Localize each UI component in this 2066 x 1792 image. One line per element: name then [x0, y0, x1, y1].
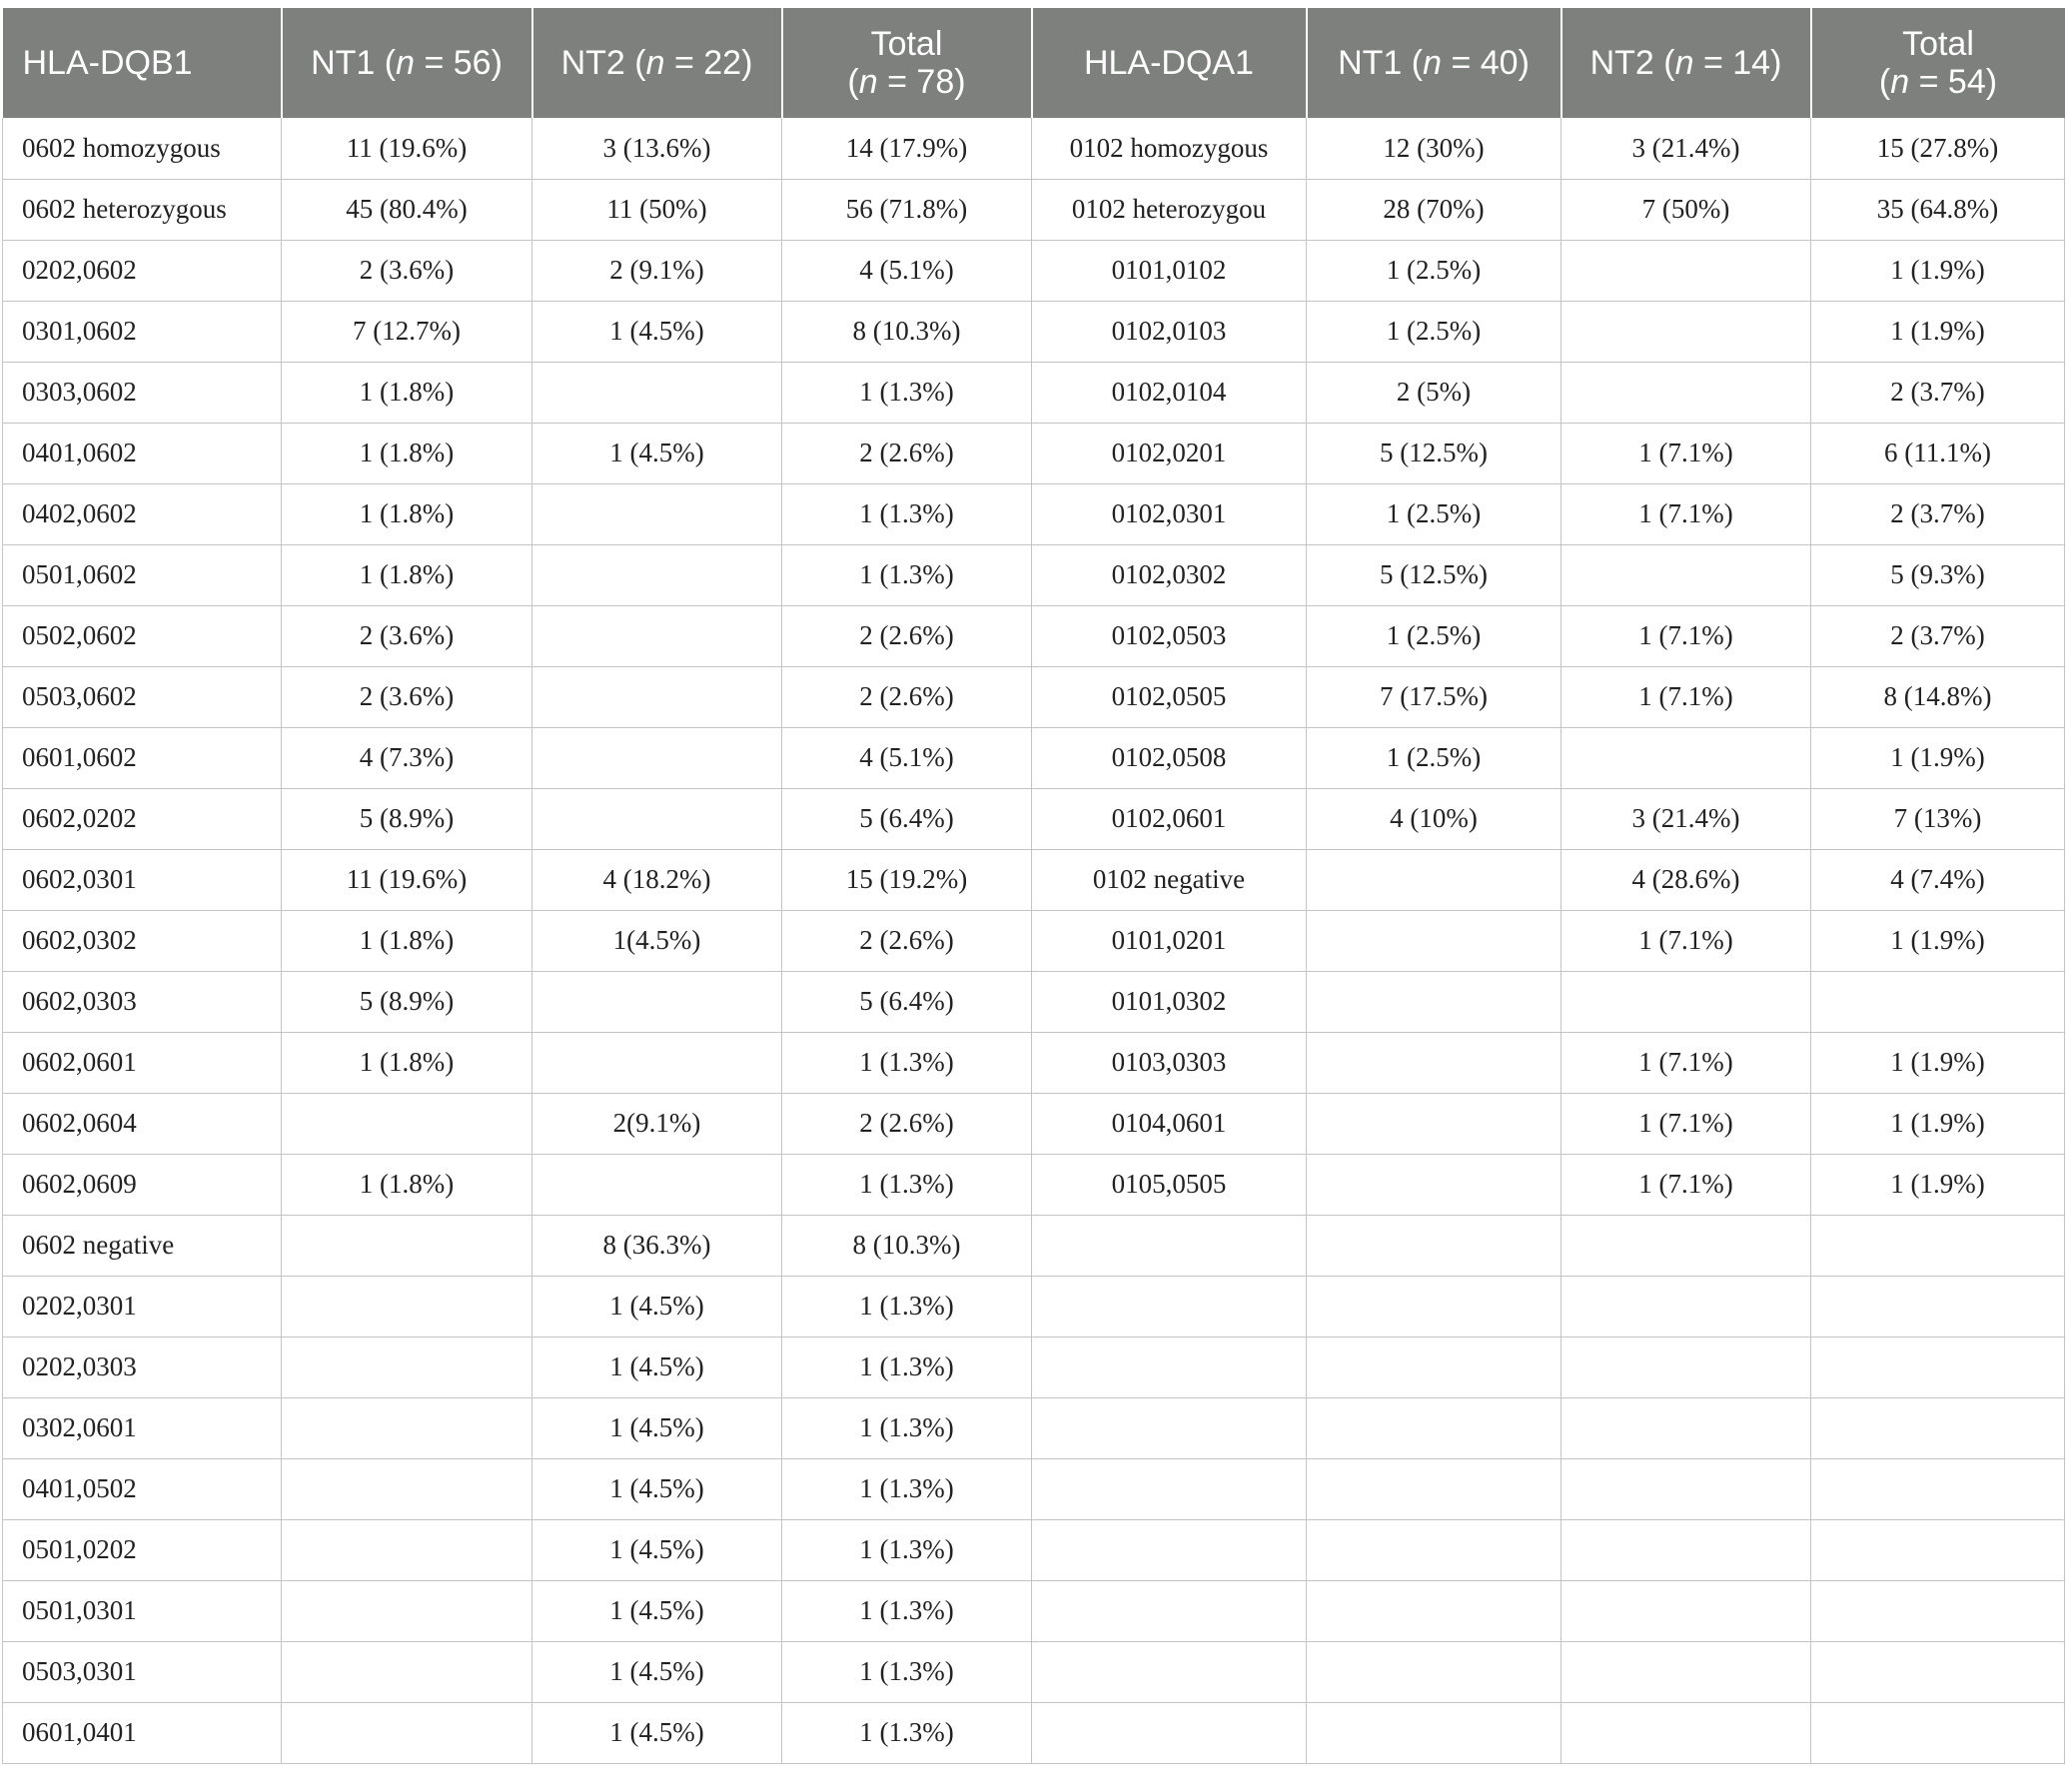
cell-dqa1-nt1 — [1307, 1519, 1561, 1580]
cell-dqa1-nt1 — [1307, 1154, 1561, 1215]
cell-dqa1-nt2: 1 (7.1%) — [1561, 483, 1811, 544]
cell-dqa1-genotype — [1032, 1702, 1307, 1763]
cell-dqa1-nt1 — [1307, 1397, 1561, 1458]
cell-dqa1-total — [1811, 1215, 2065, 1276]
cell-dqa1-nt2 — [1561, 1519, 1811, 1580]
cell-dqa1-nt2: 3 (21.4%) — [1561, 118, 1811, 179]
cell-dqb1-total: 2 (2.6%) — [782, 910, 1032, 971]
cell-dqa1-genotype: 0102 heterozygou — [1032, 179, 1307, 240]
cell-dqa1-total: 35 (64.8%) — [1811, 179, 2065, 240]
header-text: = 78) — [877, 63, 966, 101]
cell-dqa1-nt1 — [1307, 1215, 1561, 1276]
header-text: = 14) — [1693, 44, 1782, 82]
cell-dqb1-nt2 — [532, 544, 782, 605]
cell-dqb1-nt2 — [532, 727, 782, 788]
table-row — [3, 1276, 2065, 1337]
cell-dqa1-genotype — [1032, 1519, 1307, 1580]
cell-dqb1-total: 1 (1.3%) — [782, 1337, 1032, 1397]
cell-dqa1-genotype: 0103,0303 — [1032, 1032, 1307, 1093]
cell-dqa1-total: 1 (1.9%) — [1811, 1032, 2065, 1093]
cell-dqb1-total: 1 (1.3%) — [782, 1032, 1032, 1093]
cell-dqb1-nt2: 1 (4.5%) — [532, 1519, 782, 1580]
cell-dqb1-total: 1 (1.3%) — [782, 544, 1032, 605]
header-dqb1-nt2 — [532, 8, 782, 118]
cell-dqb1-nt2 — [532, 666, 782, 727]
cell-dqa1-genotype: 0102 negative — [1032, 849, 1307, 910]
cell-dqa1-nt1 — [1307, 1337, 1561, 1397]
cell-dqa1-nt1 — [1307, 910, 1561, 971]
table-row — [3, 1458, 2065, 1519]
cell-dqb1-genotype: 0602,0601 — [3, 1032, 282, 1093]
cell-dqa1-genotype — [1032, 1641, 1307, 1702]
cell-dqa1-nt1: 1 (2.5%) — [1307, 301, 1561, 362]
cell-dqb1-total: 56 (71.8%) — [782, 179, 1032, 240]
cell-dqb1-total: 14 (17.9%) — [782, 118, 1032, 179]
cell-dqa1-genotype: 0102,0508 — [1032, 727, 1307, 788]
cell-dqb1-nt2: 1 (4.5%) — [532, 1702, 782, 1763]
cell-dqa1-nt2 — [1561, 1397, 1811, 1458]
header-n-symbol: n — [858, 63, 878, 101]
cell-dqa1-total — [1811, 1641, 2065, 1702]
cell-dqb1-genotype: 0602,0604 — [3, 1093, 282, 1154]
cell-dqb1-genotype: 0401,0502 — [3, 1458, 282, 1519]
cell-dqa1-nt2 — [1561, 1337, 1811, 1397]
cell-dqb1-genotype: 0602,0301 — [3, 849, 282, 910]
cell-dqb1-nt2: 11 (50%) — [532, 179, 782, 240]
cell-dqb1-nt2 — [532, 788, 782, 849]
header-text: = 22) — [664, 44, 753, 82]
cell-dqa1-nt2: 3 (21.4%) — [1561, 788, 1811, 849]
cell-dqa1-nt1 — [1307, 1458, 1561, 1519]
cell-dqb1-nt1: 1 (1.8%) — [282, 362, 532, 423]
cell-dqb1-nt1: 1 (1.8%) — [282, 483, 532, 544]
cell-dqa1-total: 1 (1.9%) — [1811, 1154, 2065, 1215]
cell-dqa1-genotype: 0101,0302 — [1032, 971, 1307, 1032]
cell-dqb1-nt2: 1 (4.5%) — [532, 1580, 782, 1641]
cell-dqa1-genotype: 0104,0601 — [1032, 1093, 1307, 1154]
cell-dqa1-nt2: 4 (28.6%) — [1561, 849, 1811, 910]
cell-dqa1-nt2 — [1561, 1458, 1811, 1519]
cell-dqa1-total: 8 (14.8%) — [1811, 666, 2065, 727]
header-dqa1-total — [1811, 8, 2065, 118]
cell-dqa1-nt2 — [1561, 1641, 1811, 1702]
header-dqb1-total — [782, 8, 1032, 118]
cell-dqa1-total — [1811, 971, 2065, 1032]
cell-dqb1-genotype: 0401,0602 — [3, 423, 282, 483]
cell-dqb1-total: 4 (5.1%) — [782, 727, 1032, 788]
cell-dqb1-genotype: 0303,0602 — [3, 362, 282, 423]
table-row — [3, 544, 2065, 605]
cell-dqb1-nt2: 1 (4.5%) — [532, 1397, 782, 1458]
cell-dqa1-nt1: 2 (5%) — [1307, 362, 1561, 423]
table-row — [3, 971, 2065, 1032]
cell-dqb1-total: 5 (6.4%) — [782, 788, 1032, 849]
cell-dqa1-total: 4 (7.4%) — [1811, 849, 2065, 910]
cell-dqb1-nt1: 1 (1.8%) — [282, 1032, 532, 1093]
cell-dqa1-nt2 — [1561, 240, 1811, 301]
cell-dqb1-nt1: 1 (1.8%) — [282, 910, 532, 971]
cell-dqb1-total: 1 (1.3%) — [782, 362, 1032, 423]
table-row — [3, 1093, 2065, 1154]
cell-dqb1-nt2: 1 (4.5%) — [532, 423, 782, 483]
cell-dqa1-nt2 — [1561, 1215, 1811, 1276]
cell-dqa1-genotype: 0102,0503 — [1032, 605, 1307, 666]
cell-dqb1-genotype: 0602,0609 — [3, 1154, 282, 1215]
cell-dqa1-nt2: 1 (7.1%) — [1561, 910, 1811, 971]
header-hla-dqb1: HLA-DQB1 — [3, 8, 282, 118]
header-n-symbol: n — [1674, 44, 1694, 82]
table-row — [3, 118, 2065, 179]
cell-dqa1-genotype — [1032, 1215, 1307, 1276]
cell-dqb1-nt1 — [282, 1276, 532, 1337]
cell-dqb1-nt2 — [532, 362, 782, 423]
cell-dqb1-nt1 — [282, 1093, 532, 1154]
cell-dqb1-nt1: 2 (3.6%) — [282, 240, 532, 301]
cell-dqa1-nt2 — [1561, 1702, 1811, 1763]
cell-dqa1-genotype — [1032, 1337, 1307, 1397]
cell-dqb1-genotype: 0402,0602 — [3, 483, 282, 544]
cell-dqb1-total: 1 (1.3%) — [782, 1641, 1032, 1702]
table-row — [3, 301, 2065, 362]
cell-dqa1-nt2 — [1561, 1276, 1811, 1337]
header-text: = 40) — [1442, 44, 1530, 82]
cell-dqb1-genotype: 0602,0302 — [3, 910, 282, 971]
header-text: NT1 ( — [1338, 44, 1424, 82]
cell-dqa1-genotype: 0101,0102 — [1032, 240, 1307, 301]
cell-dqa1-nt1 — [1307, 849, 1561, 910]
cell-dqb1-nt1 — [282, 1641, 532, 1702]
cell-dqa1-total — [1811, 1580, 2065, 1641]
cell-dqb1-nt2 — [532, 971, 782, 1032]
header-n-symbol: n — [1423, 44, 1443, 82]
cell-dqb1-genotype: 0602 negative — [3, 1215, 282, 1276]
cell-dqb1-total: 1 (1.3%) — [782, 1276, 1032, 1337]
cell-dqa1-total: 5 (9.3%) — [1811, 544, 2065, 605]
header-text: = 56) — [415, 44, 503, 82]
cell-dqb1-total: 1 (1.3%) — [782, 1702, 1032, 1763]
cell-dqb1-nt1: 5 (8.9%) — [282, 971, 532, 1032]
table-row — [3, 666, 2065, 727]
cell-dqa1-nt2: 1 (7.1%) — [1561, 1032, 1811, 1093]
cell-dqa1-nt1 — [1307, 971, 1561, 1032]
header-hla-dqa1: HLA-DQA1 — [1032, 8, 1307, 118]
cell-dqb1-total: 1 (1.3%) — [782, 1154, 1032, 1215]
cell-dqb1-nt2 — [532, 1032, 782, 1093]
cell-dqb1-genotype: 0202,0303 — [3, 1337, 282, 1397]
cell-dqa1-total — [1811, 1276, 2065, 1337]
header-text: ( — [1878, 63, 1891, 101]
cell-dqb1-genotype: 0501,0301 — [3, 1580, 282, 1641]
cell-dqb1-nt1 — [282, 1215, 532, 1276]
cell-dqa1-total: 2 (3.7%) — [1811, 362, 2065, 423]
cell-dqb1-genotype: 0601,0401 — [3, 1702, 282, 1763]
cell-dqb1-nt2 — [532, 605, 782, 666]
cell-dqa1-nt1: 4 (10%) — [1307, 788, 1561, 849]
cell-dqa1-genotype: 0105,0505 — [1032, 1154, 1307, 1215]
cell-dqa1-nt2 — [1561, 727, 1811, 788]
cell-dqa1-nt2 — [1561, 971, 1811, 1032]
cell-dqa1-genotype: 0102,0301 — [1032, 483, 1307, 544]
cell-dqa1-genotype: 0102,0505 — [1032, 666, 1307, 727]
cell-dqa1-genotype — [1032, 1580, 1307, 1641]
cell-dqa1-nt1: 7 (17.5%) — [1307, 666, 1561, 727]
cell-dqb1-nt1: 45 (80.4%) — [282, 179, 532, 240]
cell-dqa1-genotype: 0102 homozygous — [1032, 118, 1307, 179]
header-text: NT1 ( — [311, 44, 397, 82]
cell-dqb1-genotype: 0602,0303 — [3, 971, 282, 1032]
cell-dqa1-genotype — [1032, 1276, 1307, 1337]
cell-dqa1-nt1: 12 (30%) — [1307, 118, 1561, 179]
cell-dqb1-genotype: 0602,0202 — [3, 788, 282, 849]
cell-dqa1-total: 1 (1.9%) — [1811, 910, 2065, 971]
cell-dqa1-total: 7 (13%) — [1811, 788, 2065, 849]
header-text: Total — [870, 25, 943, 63]
header-dqa1-nt2 — [1561, 8, 1811, 118]
cell-dqb1-nt2: 1 (4.5%) — [532, 301, 782, 362]
cell-dqb1-nt2: 3 (13.6%) — [532, 118, 782, 179]
cell-dqa1-nt2 — [1561, 362, 1811, 423]
table-row — [3, 849, 2065, 910]
cell-dqa1-genotype: 0102,0104 — [1032, 362, 1307, 423]
cell-dqa1-genotype — [1032, 1397, 1307, 1458]
cell-dqa1-nt1 — [1307, 1580, 1561, 1641]
header-n-symbol: n — [645, 44, 665, 82]
table-body — [3, 118, 2065, 1763]
cell-dqa1-genotype: 0102,0103 — [1032, 301, 1307, 362]
table-row — [3, 1702, 2065, 1763]
cell-dqa1-total — [1811, 1397, 2065, 1458]
table-row — [3, 1215, 2065, 1276]
table-row — [3, 1580, 2065, 1641]
cell-dqa1-nt1 — [1307, 1093, 1561, 1154]
cell-dqb1-genotype: 0302,0601 — [3, 1397, 282, 1458]
cell-dqa1-total: 15 (27.8%) — [1811, 118, 2065, 179]
cell-dqb1-genotype: 0602 homozygous — [3, 118, 282, 179]
table-row — [3, 1397, 2065, 1458]
table-row — [3, 1641, 2065, 1702]
cell-dqa1-total — [1811, 1702, 2065, 1763]
cell-dqa1-nt2: 7 (50%) — [1561, 179, 1811, 240]
cell-dqa1-nt1: 1 (2.5%) — [1307, 727, 1561, 788]
table-header — [3, 8, 2065, 118]
cell-dqa1-nt1: 28 (70%) — [1307, 179, 1561, 240]
cell-dqb1-genotype: 0602 heterozygous — [3, 179, 282, 240]
cell-dqa1-total — [1811, 1519, 2065, 1580]
table-row — [3, 727, 2065, 788]
cell-dqb1-genotype: 0503,0602 — [3, 666, 282, 727]
cell-dqb1-total: 1 (1.3%) — [782, 1397, 1032, 1458]
table-row — [3, 423, 2065, 483]
header-dqb1-nt1 — [282, 8, 532, 118]
cell-dqa1-nt2: 1 (7.1%) — [1561, 1093, 1811, 1154]
cell-dqb1-nt1 — [282, 1580, 532, 1641]
header-text: ( — [847, 63, 859, 101]
cell-dqa1-nt2: 1 (7.1%) — [1561, 423, 1811, 483]
cell-dqb1-nt1 — [282, 1397, 532, 1458]
cell-dqb1-nt2: 8 (36.3%) — [532, 1215, 782, 1276]
cell-dqb1-total: 1 (1.3%) — [782, 1519, 1032, 1580]
cell-dqb1-nt2 — [532, 483, 782, 544]
cell-dqb1-nt1 — [282, 1702, 532, 1763]
cell-dqb1-genotype: 0501,0202 — [3, 1519, 282, 1580]
header-row — [3, 8, 2065, 118]
cell-dqb1-nt1: 11 (19.6%) — [282, 118, 532, 179]
cell-dqb1-nt1: 1 (1.8%) — [282, 1154, 532, 1215]
table-row — [3, 1519, 2065, 1580]
cell-dqa1-nt1: 5 (12.5%) — [1307, 423, 1561, 483]
header-text: = 54) — [1909, 63, 1998, 101]
cell-dqb1-nt1: 4 (7.3%) — [282, 727, 532, 788]
cell-dqa1-nt1 — [1307, 1276, 1561, 1337]
cell-dqb1-genotype: 0202,0301 — [3, 1276, 282, 1337]
table-row — [3, 1154, 2065, 1215]
cell-dqa1-genotype — [1032, 1458, 1307, 1519]
cell-dqb1-total: 4 (5.1%) — [782, 240, 1032, 301]
cell-dqa1-total: 6 (11.1%) — [1811, 423, 2065, 483]
cell-dqb1-total: 2 (2.6%) — [782, 666, 1032, 727]
cell-dqa1-total: 1 (1.9%) — [1811, 240, 2065, 301]
header-dqa1-nt1 — [1307, 8, 1561, 118]
cell-dqa1-nt1: 1 (2.5%) — [1307, 483, 1561, 544]
cell-dqb1-total: 1 (1.3%) — [782, 1458, 1032, 1519]
cell-dqb1-nt2: 1 (4.5%) — [532, 1337, 782, 1397]
cell-dqb1-total: 5 (6.4%) — [782, 971, 1032, 1032]
cell-dqb1-total: 1 (1.3%) — [782, 1580, 1032, 1641]
cell-dqb1-nt1: 2 (3.6%) — [282, 605, 532, 666]
table-row — [3, 240, 2065, 301]
cell-dqa1-nt1 — [1307, 1641, 1561, 1702]
cell-dqb1-nt2: 2(9.1%) — [532, 1093, 782, 1154]
cell-dqb1-nt2: 1 (4.5%) — [532, 1276, 782, 1337]
cell-dqa1-genotype: 0102,0201 — [1032, 423, 1307, 483]
cell-dqa1-nt1: 1 (2.5%) — [1307, 240, 1561, 301]
table-row — [3, 1337, 2065, 1397]
cell-dqa1-total: 2 (3.7%) — [1811, 605, 2065, 666]
cell-dqb1-nt1: 2 (3.6%) — [282, 666, 532, 727]
cell-dqb1-genotype: 0502,0602 — [3, 605, 282, 666]
table-row — [3, 910, 2065, 971]
table-row — [3, 605, 2065, 666]
cell-dqb1-total: 2 (2.6%) — [782, 605, 1032, 666]
cell-dqb1-total: 2 (2.6%) — [782, 423, 1032, 483]
cell-dqa1-nt2 — [1561, 544, 1811, 605]
cell-dqa1-genotype: 0102,0302 — [1032, 544, 1307, 605]
cell-dqb1-total: 8 (10.3%) — [782, 301, 1032, 362]
cell-dqa1-nt1: 1 (2.5%) — [1307, 605, 1561, 666]
cell-dqb1-nt1 — [282, 1337, 532, 1397]
cell-dqa1-nt1 — [1307, 1032, 1561, 1093]
cell-dqa1-nt2: 1 (7.1%) — [1561, 1154, 1811, 1215]
header-text: NT2 ( — [1589, 44, 1675, 82]
cell-dqa1-nt2 — [1561, 301, 1811, 362]
cell-dqb1-nt2: 4 (18.2%) — [532, 849, 782, 910]
cell-dqb1-genotype: 0501,0602 — [3, 544, 282, 605]
cell-dqa1-total — [1811, 1458, 2065, 1519]
cell-dqa1-total: 2 (3.7%) — [1811, 483, 2065, 544]
cell-dqb1-nt1: 1 (1.8%) — [282, 423, 532, 483]
cell-dqb1-total: 1 (1.3%) — [782, 483, 1032, 544]
cell-dqb1-nt1: 1 (1.8%) — [282, 544, 532, 605]
cell-dqb1-genotype: 0202,0602 — [3, 240, 282, 301]
hla-genotype-table — [2, 8, 2065, 1764]
table-row — [3, 483, 2065, 544]
cell-dqa1-genotype: 0102,0601 — [1032, 788, 1307, 849]
cell-dqb1-total: 8 (10.3%) — [782, 1215, 1032, 1276]
cell-dqb1-nt1: 11 (19.6%) — [282, 849, 532, 910]
cell-dqb1-nt1 — [282, 1519, 532, 1580]
cell-dqb1-total: 2 (2.6%) — [782, 1093, 1032, 1154]
cell-dqa1-nt1 — [1307, 1702, 1561, 1763]
cell-dqb1-genotype: 0601,0602 — [3, 727, 282, 788]
cell-dqa1-nt2: 1 (7.1%) — [1561, 666, 1811, 727]
cell-dqa1-total: 1 (1.9%) — [1811, 301, 2065, 362]
cell-dqa1-nt1: 5 (12.5%) — [1307, 544, 1561, 605]
cell-dqa1-nt2 — [1561, 1580, 1811, 1641]
cell-dqa1-genotype: 0101,0201 — [1032, 910, 1307, 971]
table-row — [3, 179, 2065, 240]
cell-dqb1-nt2: 1 (4.5%) — [532, 1641, 782, 1702]
header-n-symbol: n — [396, 44, 416, 82]
cell-dqb1-nt2: 1(4.5%) — [532, 910, 782, 971]
header-text: Total — [1902, 25, 1974, 63]
cell-dqa1-total: 1 (1.9%) — [1811, 1093, 2065, 1154]
header-n-symbol: n — [1890, 63, 1910, 101]
cell-dqa1-total — [1811, 1337, 2065, 1397]
cell-dqb1-total: 15 (19.2%) — [782, 849, 1032, 910]
cell-dqb1-genotype: 0301,0602 — [3, 301, 282, 362]
cell-dqb1-genotype: 0503,0301 — [3, 1641, 282, 1702]
table-row — [3, 1032, 2065, 1093]
table-row — [3, 362, 2065, 423]
cell-dqb1-nt2: 2 (9.1%) — [532, 240, 782, 301]
cell-dqa1-nt2: 1 (7.1%) — [1561, 605, 1811, 666]
header-text: NT2 ( — [560, 44, 646, 82]
hla-table-container — [2, 8, 2064, 1764]
table-row — [3, 788, 2065, 849]
cell-dqb1-nt1: 5 (8.9%) — [282, 788, 532, 849]
cell-dqb1-nt2 — [532, 1154, 782, 1215]
cell-dqb1-nt1: 7 (12.7%) — [282, 301, 532, 362]
cell-dqb1-nt2: 1 (4.5%) — [532, 1458, 782, 1519]
cell-dqb1-nt1 — [282, 1458, 532, 1519]
cell-dqa1-total: 1 (1.9%) — [1811, 727, 2065, 788]
